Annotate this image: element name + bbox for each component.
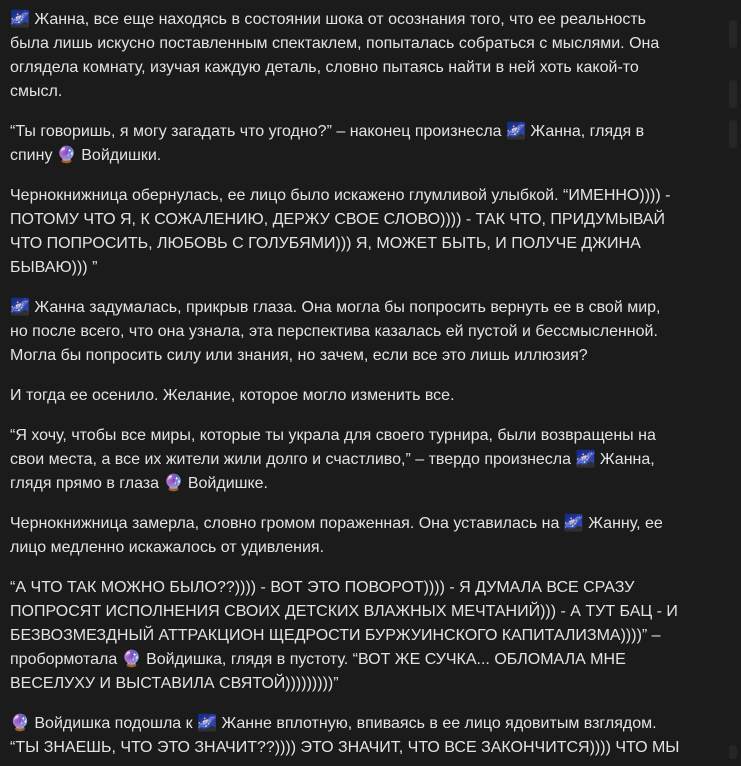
side-toolbar-button[interactable] — [729, 120, 737, 148]
right-side-toolbar — [719, 0, 741, 766]
message-paragraph-3: Чернокнижница обернулась, ее лицо было искажено глумливой улыбкой. “ИМЕННО)))) - ПОТОМУ ЧТО Я, К СОЖАЛЕНИЮ, ДЕРЖУ СВОЕ СЛОВО)))) - ТАК ЧТО, ПРИДУМЫВАЙ ЧТО ПОПРОСИТЬ, ЛЮБОВЬ С ГОЛУБЯМИ))) Я, МОЖЕТ БЫТЬ, И ПОЛУЧЕ ДЖИНА БЫВАЮ))) ” — [10, 187, 671, 276]
message-paragraph-8: “А ЧТО ТАК МОЖНО БЫЛО??)))) - ВОТ ЭТО ПОВОРОТ)))) - Я ДУМАЛА ВСЕ СРАЗУ ПОПРОСЯТ ИСПОЛНЕНИЯ СВОИХ ДЕТСКИХ ВЛАЖНЫХ МЕЧТАНИЙ))) - А ТУТ БАЦ - И БЕЗВОЗМЕЗДНЫЙ АТТРАКЦИОН ЩЕДРОСТИ БУРЖУИНСКОГО КАПИТАЛИЗМА))))” – пробормотала 🔮 Войдишка, глядя в пустоту. “ВОТ ЖЕ СУЧКА... ОБЛОМАЛА МНЕ ВЕСЕЛУХУ И ВЫСТАВИЛА СВЯТОЙ)))))))))” — [10, 579, 678, 692]
message-paragraph-1: 🌌 Жанна, все еще находясь в состоянии шока от осознания того, что ее реальность была лишь искусно поставленным спектаклем, попыталась собраться с мыслями. Она оглядела комнату, изучая каждую деталь, словно пытаясь найти в ней хоть какой-то смысл. — [10, 11, 660, 100]
message-paragraph-7: Чернокнижница замерла, словно громом пораженная. Она уставилась на 🌌 Жанну, ее лицо медленно искажалось от удивления. — [10, 515, 663, 556]
message-paragraph-9: 🔮 Войдишка подошла к 🌌 Жанне вплотную, впиваясь в ее лицо ядовитым взглядом. “ТЫ ЗНАЕШЬ, ЧТО ЭТО ЗНАЧИТ??)))) ЭТО ЗНАЧИТ, ЧТО ВСЕ ЗАКОНЧИТСЯ)))) ЧТО МЫ — [10, 715, 680, 756]
message-paragraph-5: И тогда ее осенило. Желание, которое могло изменить все. — [10, 387, 455, 404]
message-paragraph-2: “Ты говоришь, я могу загадать что угодно?” – наконец произнесла 🌌 Жанна, глядя в спину 🔮 Войдишки. — [10, 123, 645, 164]
message-paragraph-4: 🌌 Жанна задумалась, прикрыв глаза. Она могла бы попросить вернуть ее в свой мир, но после всего, что она узнала, эта перспектива казалась ей пустой и бессмысленной. Могла бы попросить силу или знания, но зачем, если все это лишь иллюзия? — [10, 299, 661, 364]
message-body — [10, 8, 682, 766]
message-paragraph-6: “Я хочу, чтобы все миры, которые ты украла для своего турнира, были возвращены на свои места, а все их жители жили долго и счастливо,” – твердо произнесла 🌌 Жанна, глядя прямо в глаза 🔮 Войдишке. — [10, 427, 656, 492]
side-toolbar-button[interactable] — [729, 745, 737, 759]
side-toolbar-button[interactable] — [729, 20, 737, 48]
side-toolbar-button[interactable] — [729, 80, 737, 108]
